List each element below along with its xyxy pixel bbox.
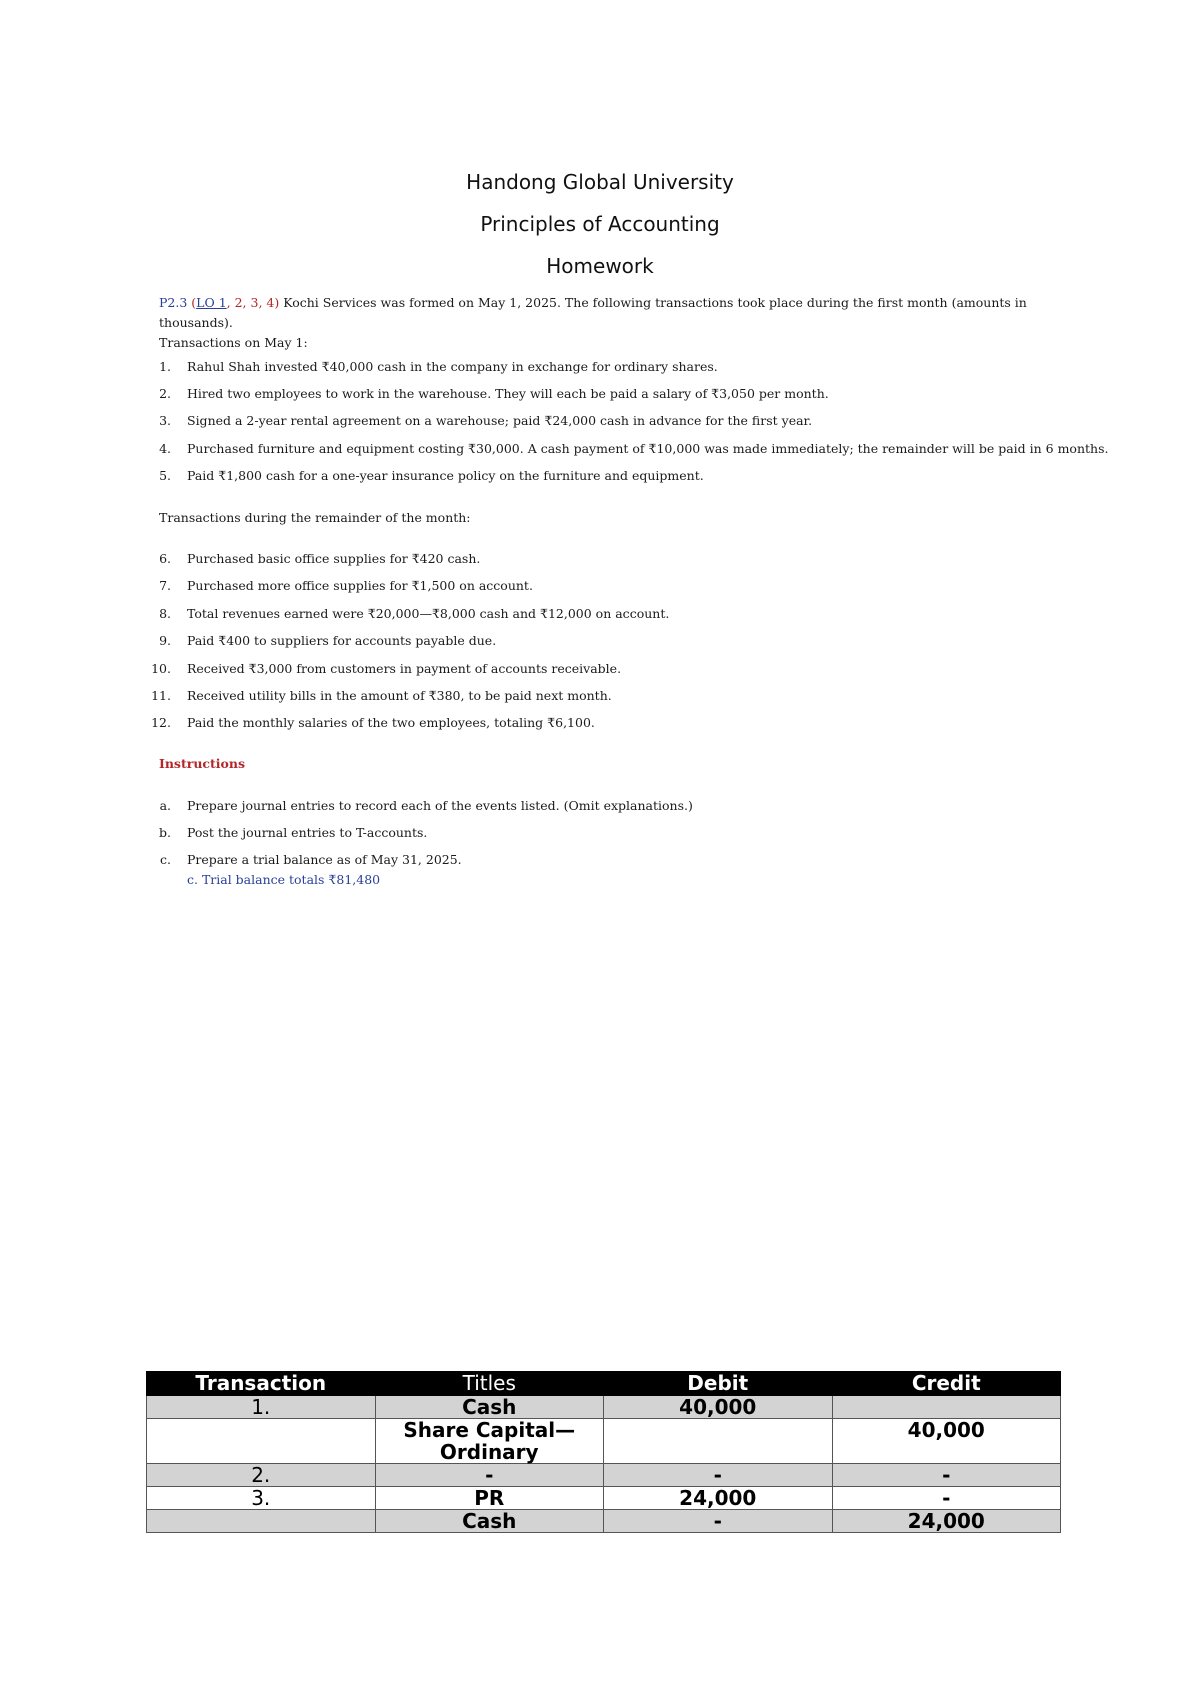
table-cell-credit: 40,000 bbox=[832, 1419, 1061, 1464]
table-cell-transaction: 3. bbox=[147, 1487, 376, 1510]
table-row bbox=[147, 1464, 1061, 1487]
column-header-titles: Titles bbox=[375, 1372, 604, 1396]
journal-entries-table bbox=[146, 1371, 1061, 1533]
table-cell-transaction: 1. bbox=[147, 1396, 376, 1419]
problem-statement: Kochi Services was formed on May 1, 2025. The following transactions took place during the first month (amounts in thousands). bbox=[159, 295, 1027, 330]
table-cell-transaction bbox=[147, 1419, 376, 1464]
table-cell-debit: - bbox=[604, 1510, 833, 1533]
list-item-number: 1. bbox=[159, 359, 171, 374]
list-item-number: 10. bbox=[151, 661, 171, 676]
list-item-text: Paid ₹400 to suppliers for accounts payable due. bbox=[187, 633, 497, 648]
list-item-number: 2. bbox=[159, 386, 171, 401]
problem-intro bbox=[159, 293, 1059, 353]
table-cell-title: PR bbox=[375, 1487, 604, 1510]
list-item-text: Received utility bills in the amount of ₹380, to be paid next month. bbox=[187, 688, 612, 703]
list-item-text: Post the journal entries to T-accounts. bbox=[187, 825, 428, 840]
table-cell-title: - bbox=[375, 1464, 604, 1487]
list-item-text: Signed a 2-year rental agreement on a warehouse; paid ₹24,000 cash in advance for the first year. bbox=[187, 413, 813, 428]
answer-note: c. Trial balance totals ₹81,480 bbox=[187, 872, 381, 887]
table-cell-transaction bbox=[147, 1510, 376, 1533]
list-item-number: b. bbox=[159, 825, 171, 840]
list-item-number: 6. bbox=[159, 551, 171, 566]
table-cell-credit bbox=[832, 1396, 1061, 1419]
list-item-number: 7. bbox=[159, 578, 171, 593]
table-cell-credit: - bbox=[832, 1464, 1061, 1487]
table-header-row bbox=[147, 1372, 1061, 1396]
table-cell-debit: - bbox=[604, 1464, 833, 1487]
list-item-number: c. bbox=[160, 852, 171, 867]
table-cell-credit: - bbox=[832, 1487, 1061, 1510]
list-item-text: Paid the monthly salaries of the two employees, totaling ₹6,100. bbox=[187, 715, 595, 730]
list-item-number: 3. bbox=[159, 413, 171, 428]
list-item-text: Total revenues earned were ₹20,000—₹8,000 cash and ₹12,000 on account. bbox=[187, 606, 670, 621]
list-item-number: 5. bbox=[159, 468, 171, 483]
list-item-text: Purchased more office supplies for ₹1,500 on account. bbox=[187, 578, 533, 593]
table-cell-title: Cash bbox=[375, 1396, 604, 1419]
list-item-text: Received ₹3,000 from customers in payment of accounts receivable. bbox=[187, 661, 622, 676]
list-item-text: Prepare a trial balance as of May 31, 2025. bbox=[187, 852, 462, 867]
learning-objectives: (LO 1, 2, 3, 4) bbox=[191, 295, 280, 310]
list-item-number: 11. bbox=[151, 688, 171, 703]
problem-code: P2.3 bbox=[159, 295, 188, 310]
table-cell-title: Cash bbox=[375, 1510, 604, 1533]
table-cell-transaction: 2. bbox=[147, 1464, 376, 1487]
column-header-transaction: Transaction bbox=[147, 1372, 376, 1396]
table-cell-title: Share Capital—Ordinary bbox=[375, 1419, 604, 1464]
list-item-number: 9. bbox=[159, 633, 171, 648]
table-row bbox=[147, 1396, 1061, 1419]
list-item-number: 4. bbox=[159, 441, 171, 456]
list-item-number: 12. bbox=[151, 715, 171, 730]
column-header-credit: Credit bbox=[832, 1372, 1061, 1396]
list-item-text: Prepare journal entries to record each of the events listed. (Omit explanations.) bbox=[187, 798, 693, 813]
column-header-debit: Debit bbox=[604, 1372, 833, 1396]
table-cell-debit: 24,000 bbox=[604, 1487, 833, 1510]
list-item-text: Paid ₹1,800 cash for a one-year insurance policy on the furniture and equipment. bbox=[187, 468, 704, 483]
table-cell-debit: 40,000 bbox=[604, 1396, 833, 1419]
remainder-label: Transactions during the remainder of the month: bbox=[159, 510, 471, 525]
course-title: Principles of Accounting bbox=[480, 212, 720, 236]
list-item-number: a. bbox=[159, 798, 171, 813]
table-row bbox=[147, 1419, 1061, 1464]
list-item-number: 8. bbox=[159, 606, 171, 621]
table-cell-debit bbox=[604, 1419, 833, 1464]
table-row bbox=[147, 1487, 1061, 1510]
list-item-text: Hired two employees to work in the warehouse. They will each be paid a salary of ₹3,050 per month. bbox=[187, 386, 829, 401]
list-item-text: Purchased basic office supplies for ₹420 cash. bbox=[187, 551, 481, 566]
table-cell-credit: 24,000 bbox=[832, 1510, 1061, 1533]
table-row bbox=[147, 1510, 1061, 1533]
learning-objective-link[interactable]: LO 1 bbox=[196, 295, 227, 310]
document-type-title: Homework bbox=[546, 254, 654, 278]
list-item-text: Rahul Shah invested ₹40,000 cash in the company in exchange for ordinary shares. bbox=[187, 359, 718, 374]
university-title: Handong Global University bbox=[466, 170, 734, 194]
list-item-text: Purchased furniture and equipment costing ₹30,000. A cash payment of ₹10,000 was made immediately; the remainder will be paid in 6 months. bbox=[187, 441, 1109, 456]
instructions-heading: Instructions bbox=[159, 756, 246, 771]
may1-label: Transactions on May 1: bbox=[159, 335, 308, 350]
